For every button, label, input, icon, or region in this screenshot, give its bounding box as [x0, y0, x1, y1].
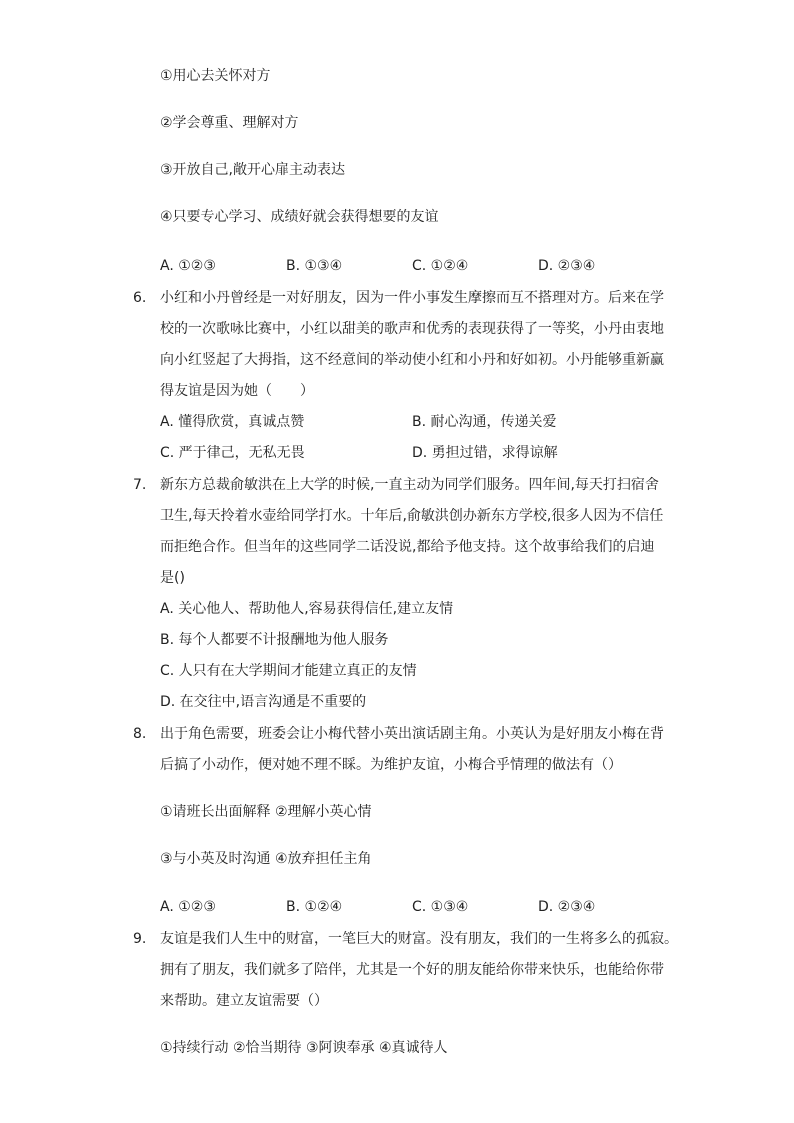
question-number: 6. [133, 290, 147, 306]
question-text-line: 来帮助。建立友谊需要（） [160, 993, 328, 1009]
statement-list: ①持续行动 ②恰当期待 ③阿谀奉承 ④真诚待人 [160, 1040, 448, 1056]
option-c: C. ①②④ [412, 258, 469, 274]
statement-4: ④只要专心学习、成绩好就会获得想要的友谊 [160, 209, 439, 225]
option-a: A. ①②③ [160, 258, 216, 274]
option-c: C. ①③④ [412, 899, 469, 915]
question-text-line: 是() [160, 570, 185, 586]
question-text-line: 拥有了朋友，我们就多了陪伴，尤其是一个好的朋友能给你带来快乐，也能给你带 [160, 962, 664, 978]
question-text-line: 校的一次歌咏比赛中，小红以甜美的歌声和优秀的表现获得了一等奖，小丹由衷地 [160, 321, 664, 337]
question-text-line: 而拒绝合作。但当年的这些同学二话没说,都给予他支持。这个故事给我们的启迪 [160, 539, 655, 555]
question-text-line: 出于角色需要，班委会让小梅代替小英出演话剧主角。小英认为是好朋友小梅在背 [160, 726, 664, 742]
option-d: D. ②③④ [538, 258, 596, 274]
statement-3: ③开放自己,敞开心扉主动表达 [160, 162, 346, 178]
question-text-line: 新东方总裁俞敏洪在上大学的时候,一直主动为同学们服务。四年间,每天打扫宿舍 [160, 477, 659, 493]
question-number: 8. [133, 726, 147, 742]
statement-1: ①用心去关怀对方 [160, 68, 271, 84]
option-c: C. 严于律己，无私无畏 [160, 445, 305, 461]
question-number: 7. [133, 477, 147, 493]
question-text-line: 向小红竖起了大拇指，这不经意间的举动使小红和小丹和好如初。小丹能够重新赢 [160, 352, 664, 368]
option-d: D. 在交往中,语言沟通是不重要的 [160, 694, 367, 710]
question-text-line: 后搞了小动作，便对她不理不睬。为维护友谊，小梅合乎情理的做法有（） [160, 757, 622, 773]
option-d: D. ②③④ [538, 899, 596, 915]
statement-2: ②学会尊重、理解对方 [160, 115, 299, 131]
question-text-line: 得友谊是因为她（ ） [160, 383, 314, 399]
option-d: D. 勇担过错，求得谅解 [412, 445, 558, 461]
option-b: B. ①②④ [286, 899, 343, 915]
option-a: A. 关心他人、帮助他人,容易获得信任,建立友情 [160, 601, 454, 617]
question-text-line: 友谊是我们人生中的财富，一笔巨大的财富。没有朋友，我们的一生将多么的孤寂。 [160, 931, 678, 947]
question-text-line: 小红和小丹曾经是一对好朋友，因为一件小事发生摩擦而互不搭理对方。后来在学 [160, 290, 664, 306]
question-text-line: 卫生,每天拎着水壶给同学打水。十年后,俞敏洪创办新东方学校,很多人因为不信任 [160, 508, 664, 524]
option-c: C. 人只有在大学期间才能建立真正的友情 [160, 663, 417, 679]
option-b: B. 每个人都要不计报酬地为他人服务 [160, 632, 389, 648]
question-number: 9. [133, 931, 147, 947]
option-a: A. ①②③ [160, 899, 216, 915]
statement-pair: ①请班长出面解释 ②理解小英心情 [160, 804, 372, 820]
option-b: B. ①③④ [286, 258, 343, 274]
option-a: A. 懂得欣赏，真诚点赞 [160, 414, 305, 430]
statement-pair: ③与小英及时沟通 ④放弃担任主角 [160, 851, 372, 867]
option-b: B. 耐心沟通，传递关爱 [412, 414, 557, 430]
